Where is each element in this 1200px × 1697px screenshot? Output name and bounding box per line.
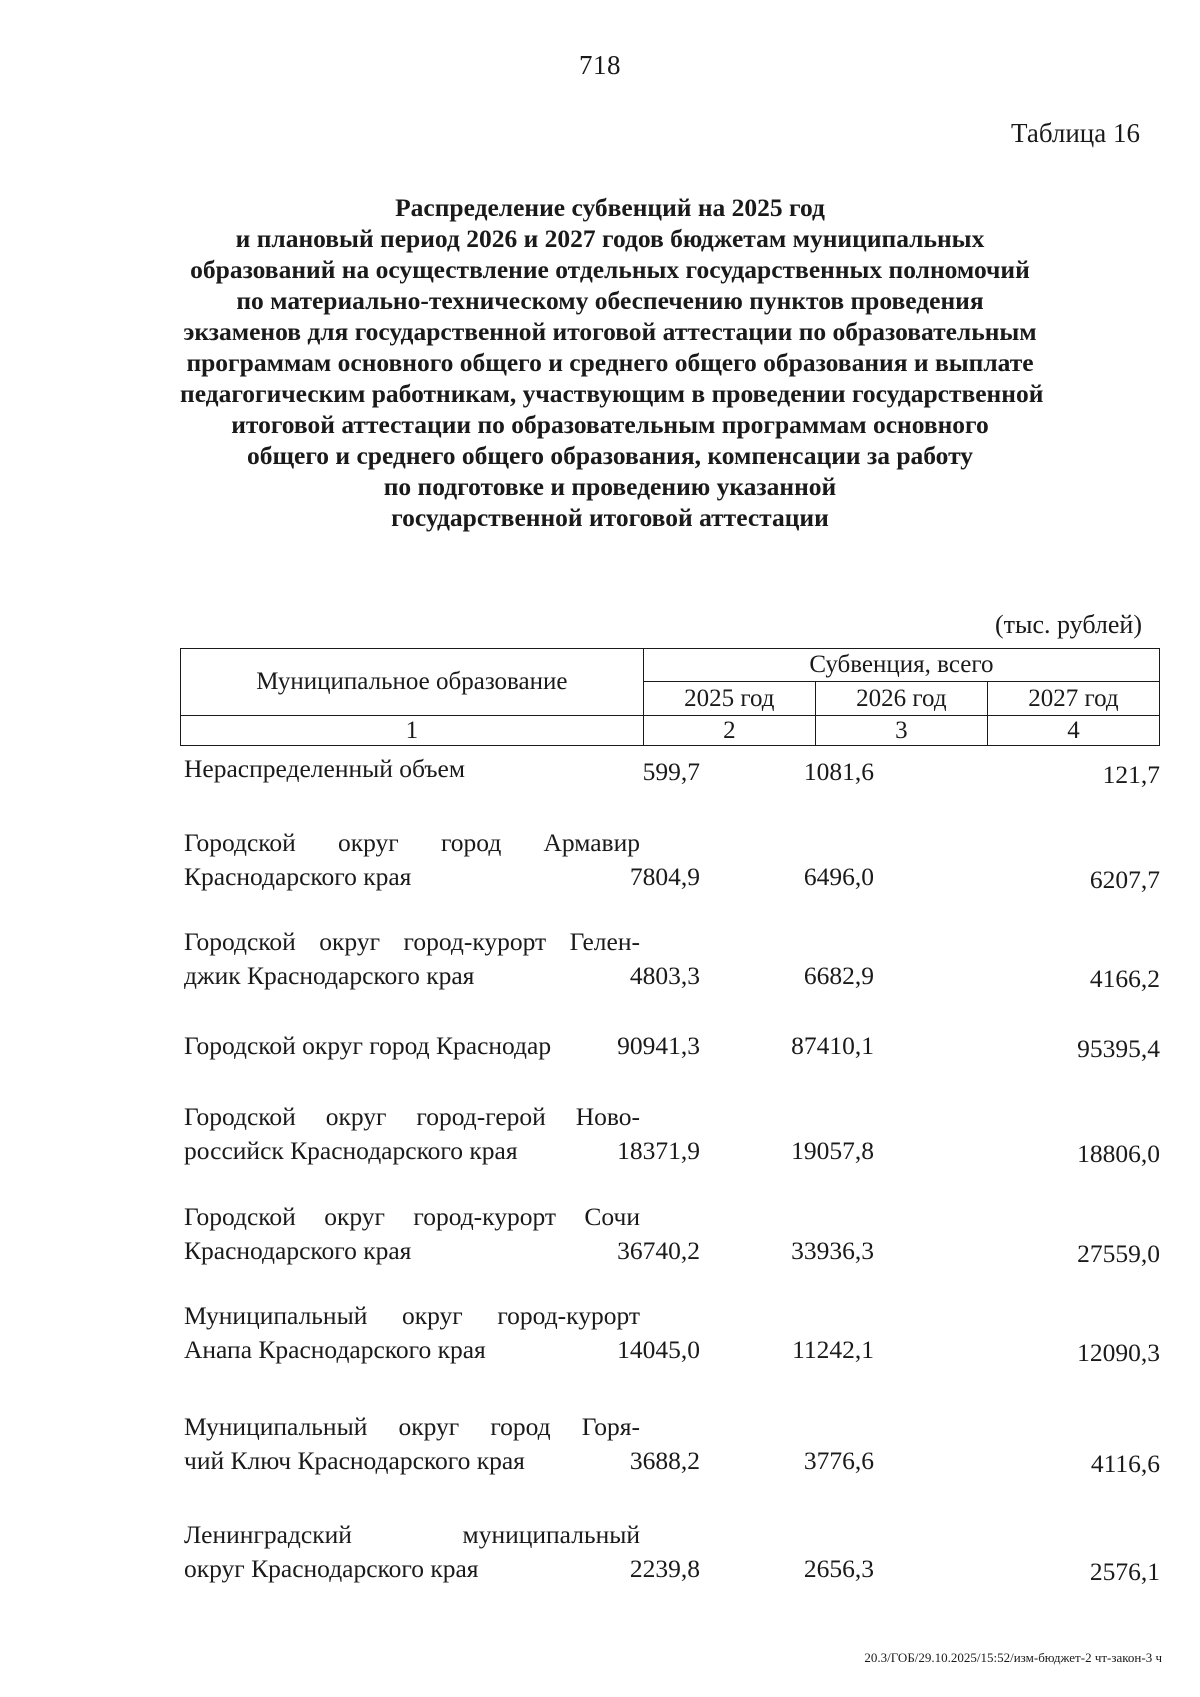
column-number: 1 [181, 716, 644, 746]
column-header-2026: 2026 год [815, 682, 987, 716]
value-2025: 7804,9 [629, 862, 700, 891]
value-2027: 2576,1 [1089, 1557, 1160, 1586]
value-2025: 18371,9 [617, 1136, 700, 1165]
name-line: Городской округ город-герой Ново- [184, 1102, 640, 1131]
title-line: общего и среднего общего образования, компенсации за работу [246, 441, 974, 470]
name-line: Краснодарского края [184, 1236, 412, 1265]
column-header-2027: 2027 год [987, 682, 1159, 716]
column-header-subvention: Субвенция, всего [643, 649, 1159, 682]
value-2025: 2239,8 [629, 1554, 700, 1583]
name-line: Муниципальный округ город-курорт [184, 1301, 640, 1330]
value-2027: 4166,2 [1089, 964, 1160, 993]
column-number: 3 [815, 716, 987, 746]
value-2025: 599,7 [642, 757, 700, 786]
name-line: джик Краснодарского края [184, 961, 475, 990]
value-2025: 4803,3 [629, 961, 700, 990]
value-2026: 6496,0 [803, 862, 874, 891]
column-header-municipality: Муниципальное образование [181, 649, 644, 716]
municipality-name [184, 1299, 640, 1367]
name-line: Городской округ город-курорт Сочи [184, 1202, 640, 1231]
municipality-name [184, 1200, 640, 1268]
column-number: 2 [643, 716, 815, 746]
municipality-name [184, 826, 640, 894]
value-2026: 1081,6 [803, 757, 874, 786]
municipality-name [184, 1100, 640, 1168]
value-2026: 87410,1 [791, 1031, 874, 1060]
name-line: Нераспределенный объем [184, 754, 466, 783]
value-2027: 6207,7 [1089, 865, 1160, 894]
name-line: Городской округ город-курорт Гелен- [184, 927, 640, 956]
municipality-name [184, 925, 640, 993]
value-2027: 4116,6 [1090, 1449, 1160, 1478]
title-line: Распределение субвенций на 2025 год [395, 193, 825, 222]
municipality-name [184, 1518, 640, 1586]
title-line: педагогическим работникам, участвующим в проведении государственной [180, 379, 1044, 408]
title-line: итоговой аттестации по образовательным программам основного [231, 410, 989, 439]
name-line: Краснодарского края [184, 862, 412, 891]
title-line: государственной итоговой аттестации [391, 503, 829, 532]
municipality-name [184, 752, 640, 786]
value-2025: 14045,0 [617, 1335, 700, 1364]
value-2027: 27559,0 [1077, 1239, 1160, 1268]
name-line: Городской округ город Армавир [184, 828, 640, 857]
value-2027: 18806,0 [1077, 1139, 1160, 1168]
units-label: (тыс. рублей) [994, 610, 1142, 639]
title-line: по подготовке и проведению указанной [383, 472, 837, 501]
name-line: Анапа Краснодарского края [184, 1335, 486, 1364]
name-line: Городской округ город Краснодар [184, 1031, 552, 1060]
footer-note: 20.3/ГОБ/29.10.2025/15:52/изм-бюджет-2 чт-закон-3 ч [864, 1650, 1162, 1665]
name-line: Ленинградский муниципальный [184, 1520, 640, 1549]
value-2026: 2656,3 [803, 1554, 874, 1583]
table-header [180, 648, 1160, 746]
column-number: 4 [987, 716, 1159, 746]
title-line: и плановый период 2026 и 2027 годов бюджетам муниципальных [235, 224, 985, 253]
name-line: Муниципальный округ город Горя- [184, 1412, 640, 1441]
value-2026: 19057,8 [791, 1136, 874, 1165]
value-2026: 33936,3 [791, 1236, 874, 1265]
value-2027: 12090,3 [1077, 1338, 1160, 1367]
name-line: чий Ключ Краснодарского края [184, 1446, 525, 1475]
value-2025: 36740,2 [617, 1236, 700, 1265]
value-2026: 11242,1 [792, 1335, 874, 1364]
column-header-2025: 2025 год [643, 682, 815, 716]
name-line: округ Краснодарского края [184, 1554, 479, 1583]
municipality-name [184, 1029, 640, 1063]
document-title [180, 192, 1044, 533]
value-2027: 121,7 [1102, 760, 1160, 789]
title-line: программам основного общего и среднего общего образования и выплате [186, 348, 1034, 377]
value-2026: 6682,9 [803, 961, 874, 990]
value-2025: 90941,3 [617, 1031, 700, 1060]
value-2027: 95395,4 [1077, 1034, 1160, 1063]
page-number: 718 [579, 50, 621, 80]
title-line: по материально-техническому обеспечению пунктов проведения [236, 286, 984, 315]
title-line: образований на осуществление отдельных государственных полномочий [190, 255, 1030, 284]
table-label: Таблица 16 [1011, 118, 1140, 148]
municipality-name [184, 1410, 640, 1478]
name-line: российск Краснодарского края [184, 1136, 518, 1165]
title-line: экзаменов для государственной итоговой аттестации по образовательным [183, 317, 1037, 346]
value-2025: 3688,2 [629, 1446, 700, 1475]
value-2026: 3776,6 [803, 1446, 874, 1475]
